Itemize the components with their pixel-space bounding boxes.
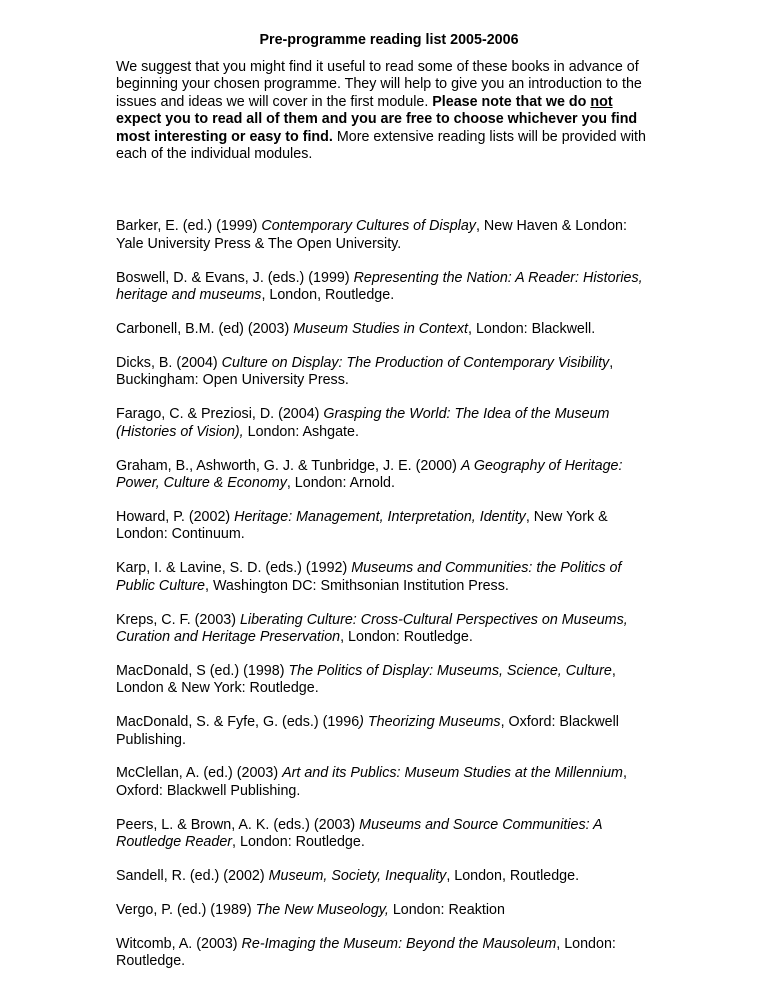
ref-publisher: , Oxford: Blackwell Publishing.: [116, 765, 627, 799]
ref-authors: Karp, I. & Lavine, S. D. (eds.) (1992): [116, 560, 352, 577]
ref-publisher: , London: Routledge.: [116, 935, 616, 970]
ref-title: Liberating Culture: Cross-Cultural Perspectives on Museums, Curation and Heritage Preservation: [116, 611, 628, 645]
ref-title: Grasping the World: The Idea of the Museum (Histories of Vision),: [116, 406, 610, 440]
ref-publisher: , London, Routledge.: [446, 868, 580, 885]
reference-item: [116, 817, 656, 852]
ref-publisher: , New York & London: Continuum.: [116, 508, 608, 543]
ref-authors: Farago, C. & Preziosi, D. (2004): [116, 406, 324, 423]
ref-title: Museum, Society, Inequality: [268, 868, 447, 885]
document-page: [116, 32, 656, 987]
ref-title: Museums and Communities: the Politics of Public Culture: [116, 560, 622, 594]
ref-authors: McClellan, A. (ed.) (2003): [116, 765, 283, 782]
ref-publisher: , London: Arnold.: [286, 475, 395, 491]
ref-title: Museums and Source Communities: A Routledge Reader: [116, 816, 603, 851]
ref-title: Culture on Display: The Production of Contemporary Visibility: [221, 354, 610, 371]
ref-authors: Graham, B., Ashworth, G. J. & Tunbridge, J. E. (2000): [116, 457, 461, 474]
ref-authors: Dicks, B. (2004): [116, 354, 222, 371]
ref-title: A Geography of Heritage: Power, Culture & Economy: [116, 457, 623, 491]
ref-title: Museum Studies in Context: [293, 321, 469, 338]
reference-item: [116, 663, 656, 698]
ref-publisher: London: Reaktion: [388, 902, 505, 918]
intro-text-end: More extensive reading lists will be provided with each of the individual modules.: [116, 128, 646, 163]
reference-list: [116, 218, 656, 970]
ref-authors: Howard, P. (2002): [116, 508, 235, 525]
reference-item: [116, 902, 656, 919]
ref-publisher: , New Haven & London: Yale University Press & The Open University.: [116, 218, 627, 252]
reference-item: [116, 765, 656, 800]
reference-item: [116, 868, 656, 885]
ref-authors: Boswell, D. & Evans, J. (eds.) (1999): [116, 269, 354, 286]
ref-publisher: London: Ashgate.: [243, 423, 359, 440]
reference-item: [116, 458, 656, 493]
intro-note-part1: Please note that we do: [432, 93, 591, 110]
reference-item: [116, 218, 656, 253]
intro-text: We suggest that you might find it useful to read some of these books in advance of beginning your chosen programme. They will help to give you an introduction to the issues and ideas we will cover in the first module.: [116, 59, 642, 110]
reference-item: [116, 936, 656, 971]
reference-item: [116, 560, 656, 595]
reference-item: [116, 355, 656, 390]
ref-authors: Carbonell, B.M. (ed) (2003): [116, 321, 294, 338]
ref-publisher: , London, Routledge.: [261, 287, 395, 304]
ref-title: Heritage: Management, Interpretation, Identity: [234, 508, 526, 525]
ref-publisher: , London: Routledge.: [340, 628, 473, 645]
ref-authors: Peers, L. & Brown, A. K. (eds.) (2003): [116, 816, 360, 833]
ref-publisher: , Washington DC: Smithsonian Institution Press.: [205, 577, 509, 594]
intro-note-underlined: not: [590, 93, 613, 110]
ref-authors: MacDonald, S (ed.) (1998): [116, 662, 289, 679]
reference-item: [116, 270, 656, 305]
intro-paragraph: [116, 59, 656, 163]
ref-publisher: , London: Blackwell.: [468, 321, 596, 338]
reference-item: [116, 321, 656, 338]
ref-authors: MacDonald, S. & Fyfe, G. (eds.) (1996: [116, 714, 360, 731]
ref-publisher: , Oxford: Blackwell Publishing.: [116, 714, 619, 748]
ref-authors: Sandell, R. (ed.) (2002): [116, 868, 269, 885]
ref-authors: Witcomb, A. (2003): [116, 935, 242, 952]
reference-item: [116, 509, 656, 544]
ref-title: Representing the Nation: A Reader: Histories, heritage and museums: [116, 269, 643, 304]
ref-title: Re-Imaging the Museum: Beyond the Mausoleum: [241, 935, 557, 952]
page-title: Pre-programme reading list 2005-2006: [259, 32, 519, 48]
reference-item: [116, 612, 656, 647]
ref-authors: Vergo, P. (ed.) (1989): [116, 902, 256, 918]
ref-title: Art and its Publics: Museum Studies at the Millennium: [282, 765, 623, 782]
ref-title: Contemporary Cultures of Display: [261, 218, 476, 235]
intro-note-part2: expect you to read all of them and you are free to choose whichever you find most interesting or easy to find.: [116, 111, 638, 145]
reference-item: [116, 714, 656, 749]
reference-item: [116, 406, 656, 441]
ref-authors: Kreps, C. F. (2003): [116, 611, 240, 628]
ref-title: The New Museology,: [255, 902, 389, 918]
ref-authors: Barker, E. (ed.) (1999): [116, 218, 262, 235]
ref-publisher: , London & New York: Routledge.: [116, 662, 616, 697]
ref-publisher: , Buckingham: Open University Press.: [116, 354, 614, 389]
ref-title: ) Theorizing Museums: [359, 714, 501, 731]
ref-publisher: , London: Routledge.: [232, 834, 365, 851]
ref-title: The Politics of Display: Museums, Science, Culture: [288, 662, 612, 679]
